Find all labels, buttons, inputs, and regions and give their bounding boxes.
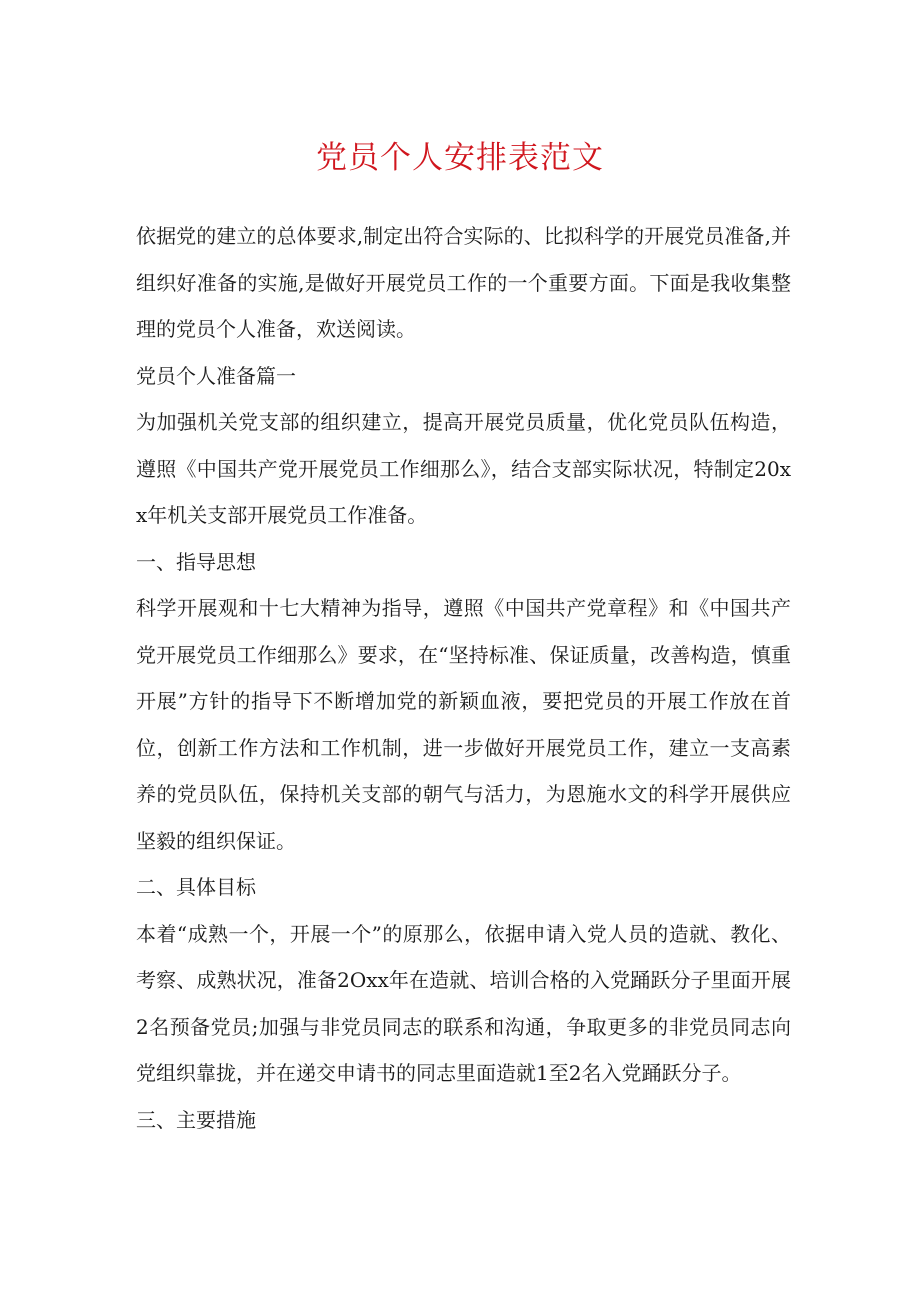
document-body: [136, 213, 791, 1143]
specific-goals-paragraph: 本着“成熟一个，开展一个”的原那么，依据申请入党人员的造就、教化、考察、成熟状况，准备2Oxx年在造就、培训合格的入党踊跃分子里面开展2名预备党员;加强与非党员同志的联系和沟通，争取更多的非党员同志向党组织靠拢，并在递交申请书的同志里面造就1至2名入党踊跃分子。: [136, 921, 791, 1085]
section-heading-main-measures: 三、主要措施: [136, 1107, 256, 1132]
document-title: 党员个人安排表范文: [316, 140, 604, 176]
section-heading-part-one: 党员个人准备篇一: [136, 363, 296, 388]
intro-paragraph: 依据党的建立的总体要求,制定出符合实际的、比拟科学的开展党员准备,并组织好准备的实施,是做好开展党员工作的一个重要方面。下面是我收集整理的党员个人准备，欢送阅读。: [136, 224, 791, 341]
guiding-ideology-paragraph: 科学开展观和十七大精神为指导，遵照《中国共产党章程》和《中国共产党开展党员工作细那么》要求，在“坚持标准、保证质量，改善构造，慎重开展”方针的指导下不断增加党的新颖血液，要把党员的开展工作放在首位，创新工作方法和工作机制，进一步做好开展党员工作，建立一支高素养的党员队伍，保持机关支部的朝气与活力，为恩施水文的科学开展供应坚毅的组织保证。: [136, 596, 791, 853]
section-heading-specific-goals: 二、具体目标: [136, 875, 256, 899]
section-heading-guiding-ideology: 一、指导思想: [136, 549, 256, 574]
purpose-paragraph: 为加强机关党支部的组织建立，提高开展党员质量，优化党员队伍构造，遵照《中国共产党开展党员工作细那么》，结合支部实际状况，特制定20xx年机关支部开展党员工作准备。: [136, 410, 791, 527]
